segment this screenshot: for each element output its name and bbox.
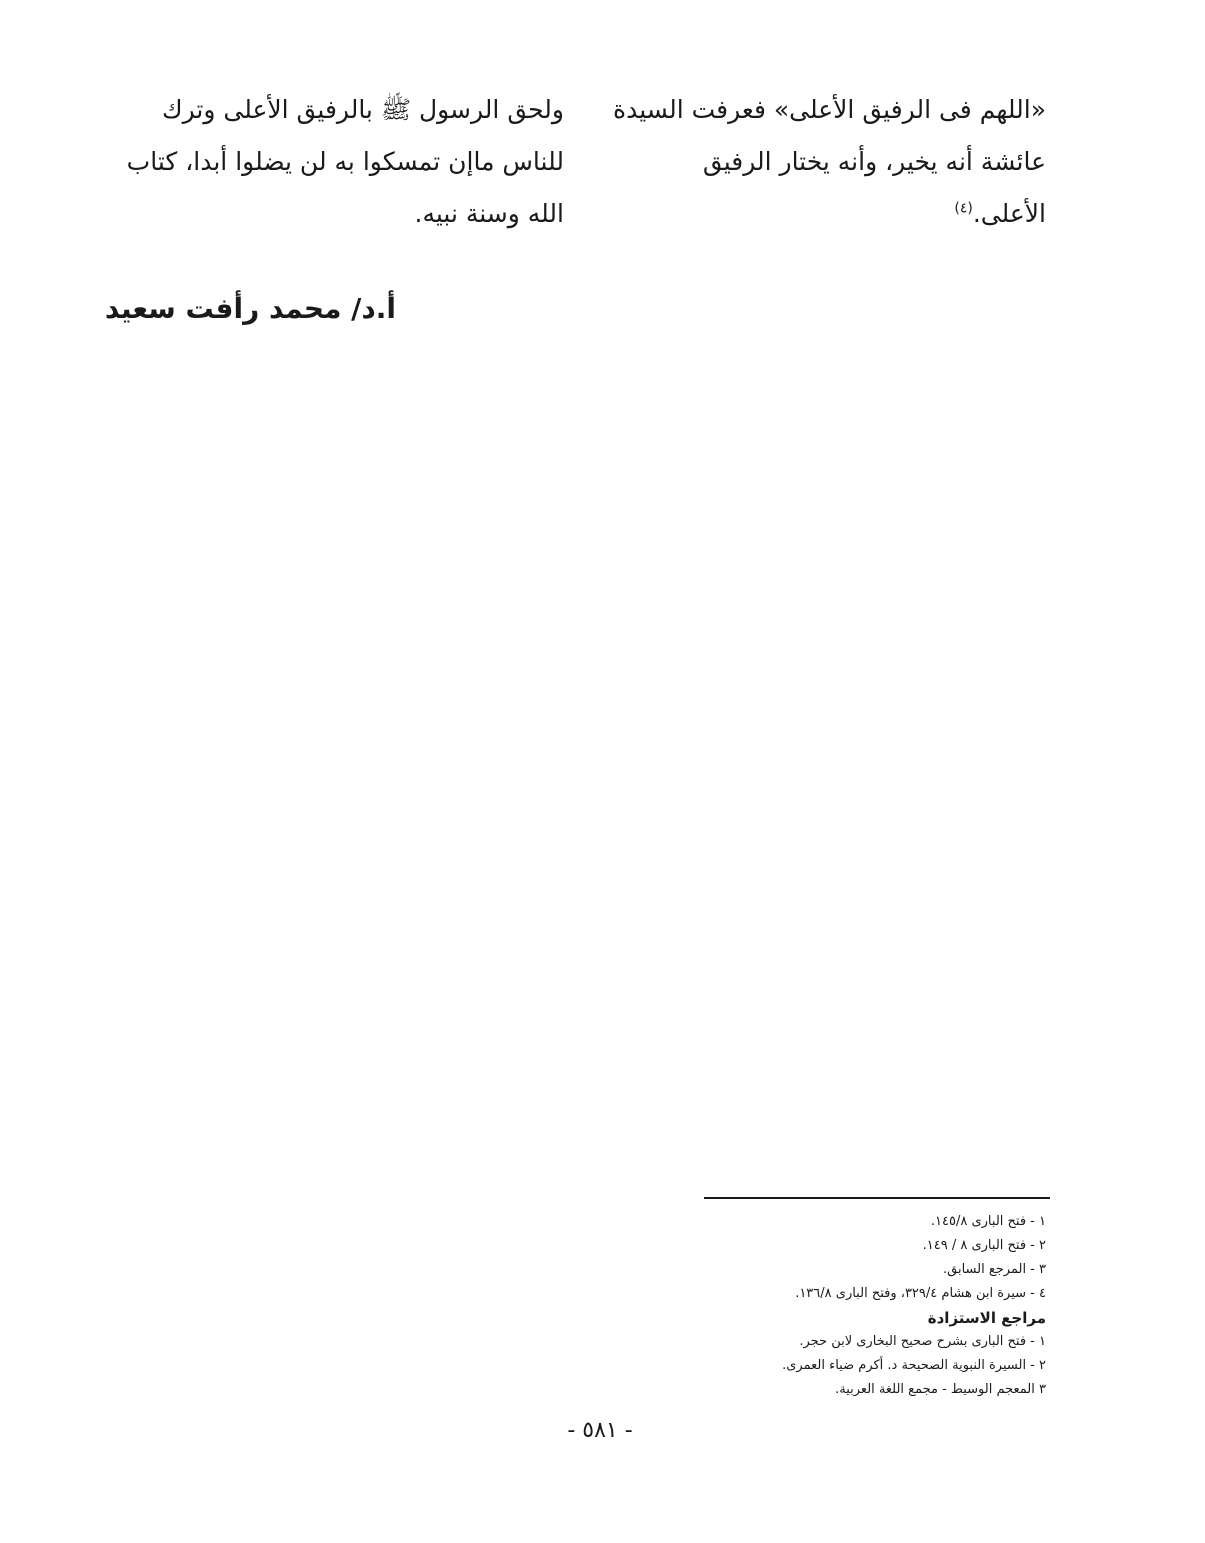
body-line: الله وسنة نبيه. (414, 199, 564, 228)
reference-item: ٣ المعجم الوسيط - مجمع اللغة العربية. (835, 1382, 1046, 1397)
body-line: ولحق الرسول ﷺ بالرفيق الأعلى وترك (162, 95, 564, 124)
body-line-text: الأعلى. (972, 199, 1046, 228)
body-line: «اللهم فى الرفيق الأعلى» فعرفت السيدة (613, 95, 1046, 124)
body-line: للناس ماإن تمسكوا به لن يضلوا أبدا، كتاب (126, 147, 564, 176)
reference-item: ١ - فتح البارى بشرح صحيح البخارى لابن حجر. (799, 1334, 1046, 1349)
footnote-item: ٢ - فتح البارى ٨ / ١٤٩. (922, 1238, 1046, 1253)
page-number: - ٥٨١ - (567, 1418, 633, 1443)
footnote-item: ١ - فتح البارى ١٤٥/٨. (930, 1214, 1046, 1229)
footnotes-block (600, 1210, 1046, 1402)
body-column-left (126, 84, 564, 240)
body-line: عائشة أنه يخير، وأنه يختار الرفيق (702, 147, 1046, 176)
footnote-divider (704, 1197, 1050, 1199)
footnote-item: ٣ - المرجع السابق. (942, 1262, 1046, 1277)
footnote-item: ٤ - سيرة ابن هشام ٣٢٩/٤، وفتح البارى ١٣٦/٨. (795, 1286, 1046, 1301)
references-heading: مراجع الاستزادة (927, 1309, 1046, 1327)
author-signature: أ.د/ محمد رأفت سعيد (104, 292, 396, 325)
reference-item: ٢ - السيرة النبوية الصحيحة د. أكرم ضياء العمرى. (782, 1358, 1046, 1373)
body-column-right (613, 84, 1046, 240)
footnote-reference: (٤) (954, 200, 973, 217)
body-line (618, 188, 1046, 240)
